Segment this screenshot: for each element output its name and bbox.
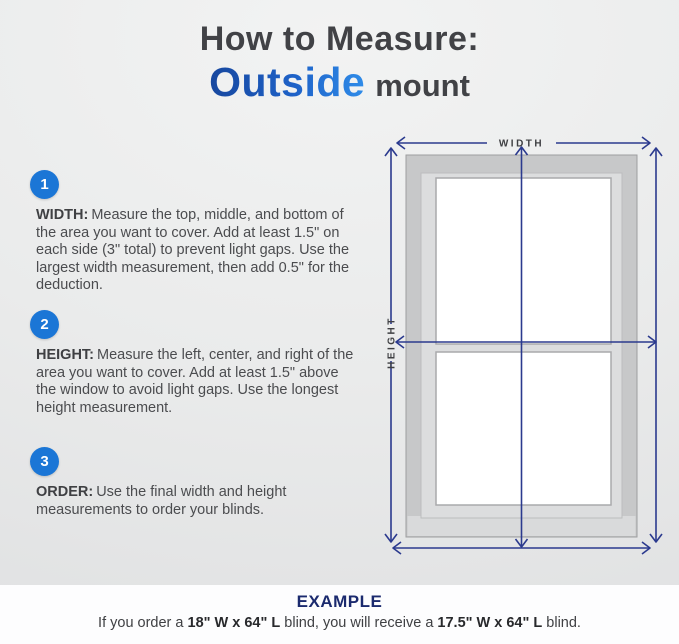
example-heading: EXAMPLE [296, 592, 383, 611]
example-footer [0, 585, 679, 644]
steps-list [30, 170, 370, 570]
example-prefix: If you order a [98, 615, 188, 631]
header [0, 22, 679, 104]
example-suffix: blind. [542, 615, 581, 631]
page-title: How to Measure: [199, 20, 480, 58]
window-lower-pane [436, 352, 611, 505]
window-upper-pane [436, 178, 611, 344]
step-1-number-badge: 1 [30, 170, 59, 199]
example-received-size: 17.5" W x 64" L [437, 615, 543, 631]
example-sentence [0, 615, 679, 631]
step-order [30, 447, 356, 519]
page-subtitle [0, 58, 679, 105]
step-3-number-badge: 3 [30, 447, 59, 476]
step-3-text [36, 484, 356, 519]
subtitle-mount: mount [375, 67, 470, 103]
example-ordered-size: 18" W x 64" L [187, 615, 281, 631]
step-1-body: Measure the top, middle, and bottom of the area you want to cover. Add at least 1.5" on each side (3" total) to prevent light gaps. Use the largest width measurement, then add 0.5" for the deduction. [36, 207, 350, 293]
width-dimension-label: WIDTH [498, 138, 545, 150]
step-2-label: HEIGHT: [36, 347, 94, 363]
step-2-number-badge: 2 [30, 310, 59, 339]
step-height [30, 310, 356, 417]
step-3-label: ORDER: [36, 484, 94, 500]
subtitle-accent-outside: Outside [209, 58, 366, 105]
step-2-body: Measure the left, center, and right of the area you want to cover. Add at least 1.5" above the window to avoid light gaps. Use the longest height measurement. [36, 347, 354, 416]
step-3-body: Use the final width and height measurements to order your blinds. [36, 484, 287, 518]
step-1-text [36, 207, 356, 295]
window-measurement-diagram [374, 130, 664, 592]
step-1-label: WIDTH: [36, 207, 89, 223]
step-width [30, 170, 356, 295]
height-dimension-label: HEIGHT [386, 316, 398, 369]
step-2-text [36, 347, 356, 417]
example-middle: blind, you will receive a [280, 615, 438, 631]
